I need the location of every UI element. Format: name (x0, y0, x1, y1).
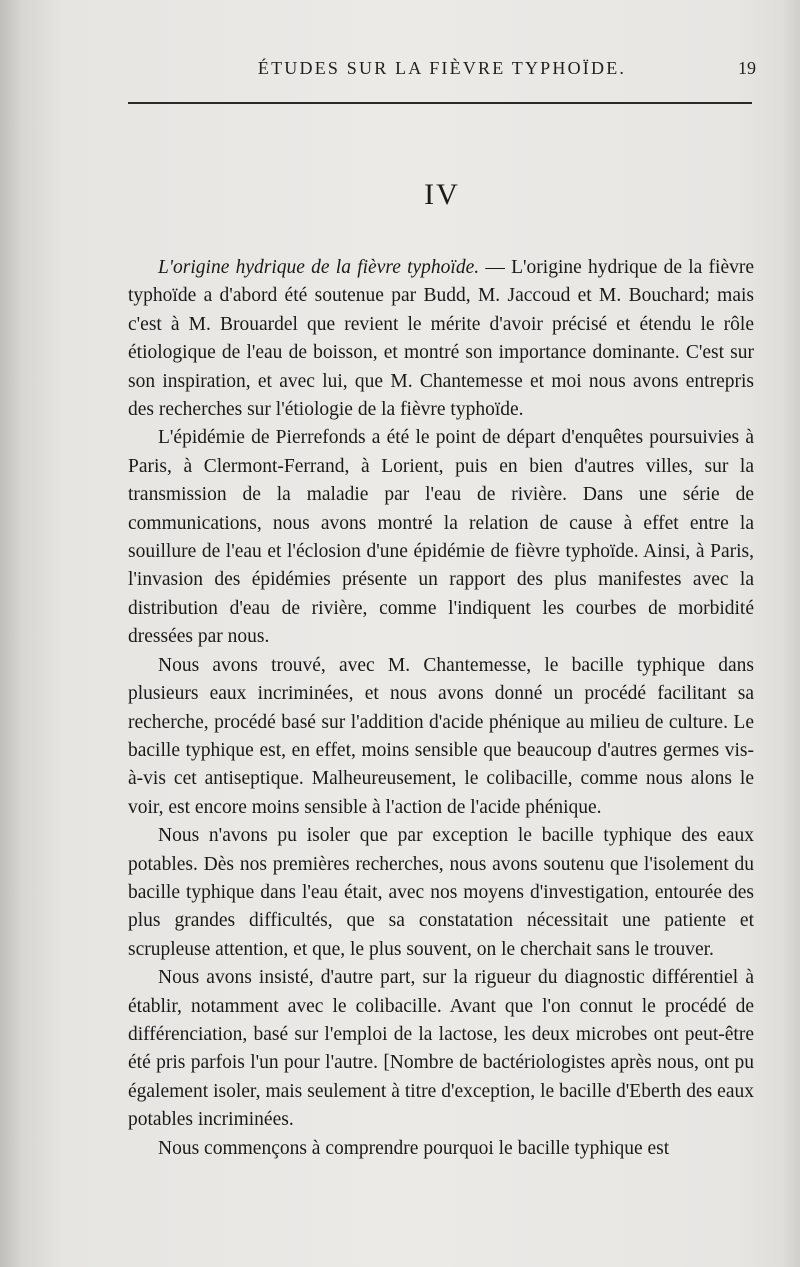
paragraph-1-text: — L'origine hydrique de la fièvre typhoïde a d'abord été soutenue par Budd, M. Jaccoud et M. Bouchard; mais c'est à M. Brouardel que revient le mérite d'avoir précisé et étendu le rôle étiologique de l'eau de boisson, et montré son importance dominante. C'est sur son inspiration, et avec lui, que M. Chantemesse et moi nous avons entrepris des recherches sur l'étiologie de la fièvre typhoïde. (128, 257, 755, 421)
page-spine-shadow (0, 0, 22, 1267)
body-text (128, 254, 754, 1163)
page-number: 19 (738, 58, 756, 78)
paragraph-3: Nous avons trouvé, avec M. Chantemesse, le bacille typhique dans plusieurs eaux incriminées, et nous avons donné un procédé facilitant sa recherche, procédé basé sur l'addition d'acide phénique au milieu de culture. Le bacille typhique est, en effet, moins sensible que beaucoup d'autres germes vis-à-vis cet antiseptique. Malheureusement, le colibacille, comme nous alons le voir, est encore moins sensible à l'action de l'acide phénique. (128, 654, 754, 818)
paragraph-1 (128, 254, 754, 424)
paragraph-5: Nous avons insisté, d'autre part, sur la rigueur du diagnostic différentiel à établir, notamment avec le colibacille. Avant que l'on connut le procédé de différenciation, basé sur l'emploi de la lactose, les deux microbes ont peut-être été pris parfois l'un pour l'autre. [Nombre de bactériologistes après nous, ont pu également isoler, mais seulement à titre d'exception, le bacille d'Eberth des eaux potables incriminées. (128, 967, 754, 1131)
paragraph-lead-italic: L'origine hydrique de la fièvre typhoïde. (158, 257, 480, 278)
paragraph-2: L'épidémie de Pierrefonds a été le point de départ d'enquêtes poursuivies à Paris, à Clermont-Ferrand, à Lorient, puis en bien d'autres villes, sur la transmission de la maladie par l'eau de rivière. Dans une série de communications, nous avons montré la relation de cause à effet entre la souillure de l'eau et l'éclosion d'une épidémie de fièvre typhoïde. Ainsi, à Paris, l'invasion des épidémies présente un rapport des plus manifestes avec la distribution d'eau de rivière, comme l'indiquent les courbes de morbidité dressées par nous. (128, 427, 754, 648)
page-edge-shadow (782, 0, 800, 1267)
section-heading: IV (424, 178, 460, 211)
running-header (128, 58, 756, 88)
paragraph-4: Nous n'avons pu isoler que par exception le bacille typhique des eaux potables. Dès nos premières recherches, nous avons soutenu que l'isolement du bacille typhique dans l'eau était, avec nos moyens d'investigation, entourée des plus grandes difficultés, que sa constatation nécessitait une patiente et scrupleuse attention, et que, le plus souvent, on le cherchait sans le trouver. (128, 825, 754, 960)
paragraph-6: Nous commençons à comprendre pourquoi le bacille typhique est (158, 1137, 670, 1159)
running-title: ÉTUDES SUR LA FIÈVRE TYPHOÏDE. (257, 58, 627, 78)
header-rule (128, 102, 752, 104)
